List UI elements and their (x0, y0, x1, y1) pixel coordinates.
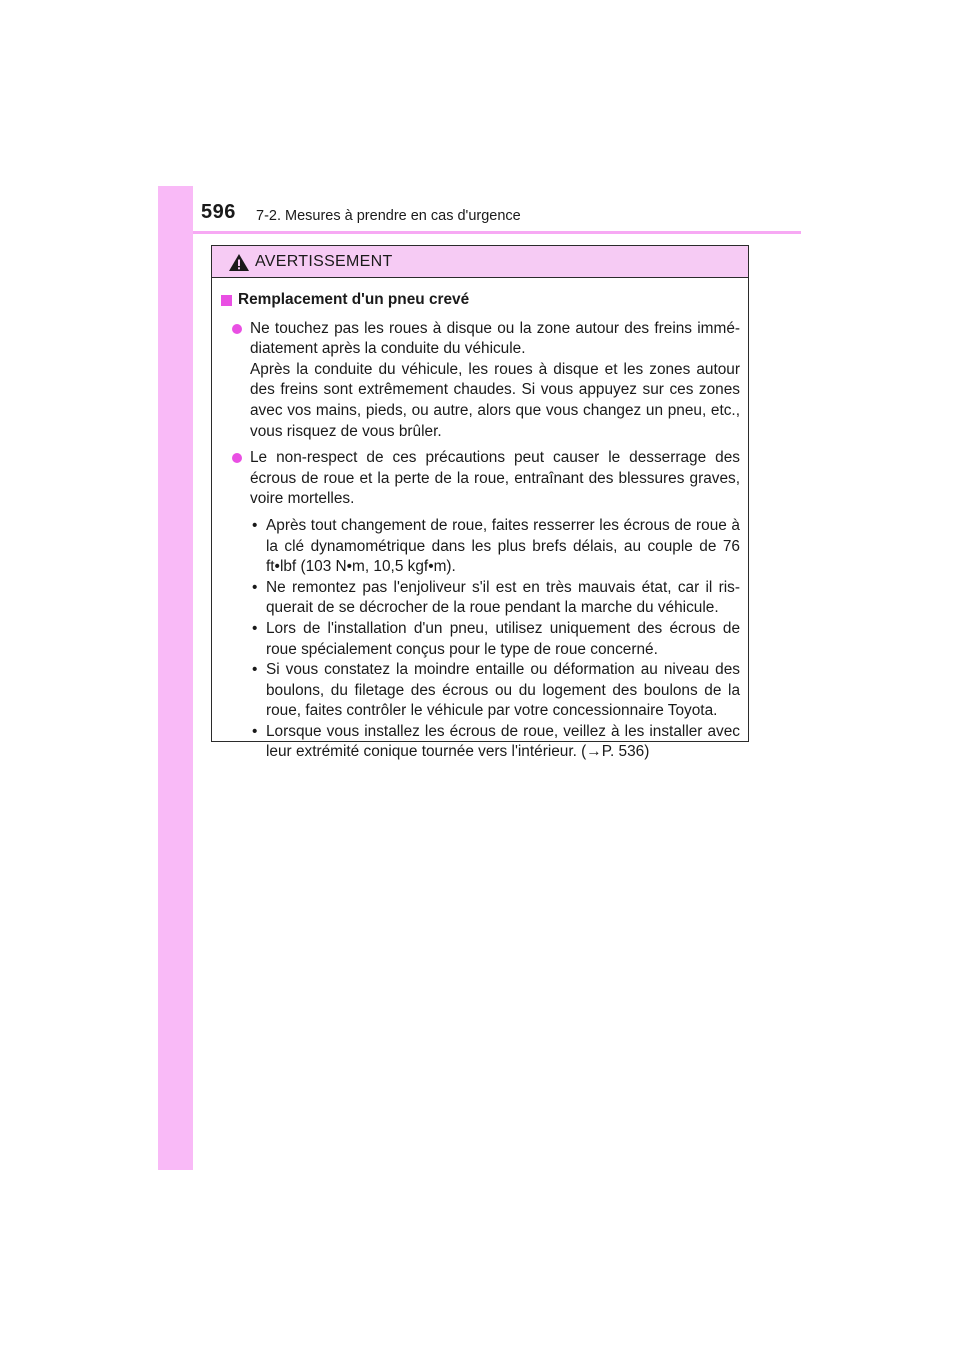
warning-subheading (220, 290, 740, 311)
round-bullet-icon (232, 453, 242, 463)
sub-list-text: Lors de l'installation d'un pneu, utilisez uniquement des écrous de roue spécialement conçus pour le type de roue concerné. (266, 619, 740, 658)
page-number: 596 (201, 201, 236, 223)
sub-list-item (252, 722, 740, 763)
paragraph: Ne touchez pas les roues à disque ou la zone autour des freins immé-diatement après la conduite du véhicule. (250, 319, 740, 358)
round-bullet-icon (232, 324, 242, 334)
paragraph: Le non-respect de ces précautions peut causer le desserrage des écrous de roue et la perte de la roue, entraînant des blessures graves, voire mortelles. (250, 449, 740, 508)
sub-list (252, 516, 740, 763)
sub-list-item (252, 660, 740, 722)
warning-triangle-icon (228, 253, 250, 272)
header-rule (193, 231, 801, 234)
bullet-mark: • (252, 578, 258, 596)
bullet-mark: • (252, 661, 258, 679)
list-item (220, 448, 740, 510)
warning-label: AVERTISSEMENT (255, 253, 393, 270)
sub-list-item (252, 578, 740, 619)
bullet-text (250, 448, 740, 510)
bullet-mark: • (252, 619, 258, 637)
sub-list-text: Ne remontez pas l'enjoliveur s'il est en très mauvais état, car il ris-querait de se décrocher de la roue pendant la marche du véhicule. (266, 578, 740, 617)
sub-list-text: Si vous constatez la moindre entaille ou déformation au niveau des boulons, du filetage des écrous ou du logement des boulons de la roue, faites contrôler le véhicule par votre concessionnaire Toyota. (266, 661, 740, 720)
sub-list-item (252, 619, 740, 660)
page-side-tab (158, 186, 193, 1170)
list-item (220, 319, 740, 443)
sub-list-item (252, 516, 740, 578)
square-bullet-icon (221, 295, 232, 306)
subheading-text: Remplacement d'un pneu crevé (238, 291, 470, 308)
warning-body (212, 278, 748, 763)
section-title: 7-2. Mesures à prendre en cas d'urgence (256, 208, 521, 224)
paragraph: Après la conduite du véhicule, les roues à disque et les zones autour des freins sont extrêmement chaudes. Si vous appuyez sur ces zones avec vos mains, pieds, ou autre, alors que vous changez un pneu, etc., vous risquez de vous brûler. (250, 360, 740, 440)
warning-box (211, 245, 749, 761)
bullet-mark: • (252, 516, 258, 534)
bullet-mark: • (252, 722, 258, 740)
sub-list-text: Lorsque vous installez les écrous de roue, veillez à les installer avec leur extrémité conique tournée vers l'intérieur. (→P. 536) (266, 722, 740, 761)
sub-list-text: Après tout changement de roue, faites resserrer les écrous de roue à la clé dynamométrique dans les plus brefs délais, au couple de 76 ft•lbf (103 N•m, 10,5 kgf•m). (266, 516, 740, 576)
warning-header (212, 246, 748, 278)
bullet-text (250, 319, 740, 443)
